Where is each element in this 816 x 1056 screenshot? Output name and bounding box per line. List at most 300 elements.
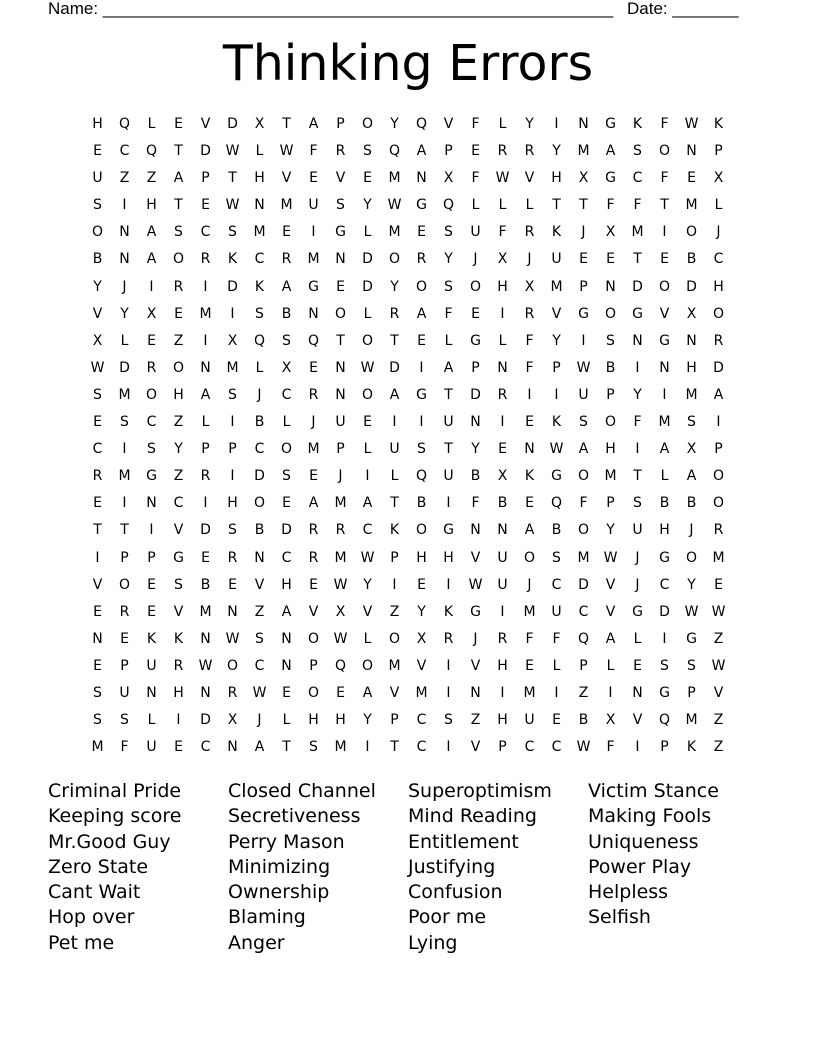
grid-letter: X bbox=[497, 468, 508, 485]
grid-letter: Y bbox=[390, 278, 399, 295]
grid-letter: X bbox=[686, 441, 697, 458]
grid-letter: U bbox=[389, 441, 400, 458]
grid-letter: Q bbox=[307, 332, 320, 349]
grid-letter: E bbox=[525, 414, 534, 431]
grid-letter: A bbox=[416, 143, 427, 160]
grid-letter: R bbox=[713, 522, 724, 539]
grid-letter: L bbox=[552, 657, 561, 674]
grid-letter: V bbox=[389, 684, 400, 701]
grid-letter: K bbox=[389, 522, 400, 539]
grid-letter: T bbox=[336, 332, 345, 349]
grid-letter: E bbox=[606, 251, 615, 268]
grid-letter: D bbox=[659, 603, 670, 620]
grid-letter: U bbox=[335, 414, 346, 431]
grid-letter: X bbox=[227, 712, 238, 729]
grid-letter: C bbox=[659, 576, 670, 593]
grid-letter: N bbox=[416, 170, 427, 187]
grid-letter: N bbox=[281, 630, 292, 647]
grid-letter: G bbox=[416, 386, 427, 403]
grid-letter: H bbox=[416, 549, 427, 566]
grid-letter: I bbox=[446, 576, 451, 593]
grid-letter: M bbox=[334, 739, 347, 756]
grid-letter: Y bbox=[606, 522, 615, 539]
grid-letter: L bbox=[120, 332, 129, 349]
grid-letter: U bbox=[308, 197, 319, 214]
grid-letter: X bbox=[524, 278, 535, 295]
grid-letter: V bbox=[362, 603, 373, 620]
grid-letter: P bbox=[147, 549, 156, 566]
grid-letter: P bbox=[390, 712, 399, 729]
grid-letter: A bbox=[443, 359, 454, 376]
word-list-item: Poor me bbox=[408, 906, 487, 929]
grid-letter: R bbox=[497, 630, 508, 647]
grid-letter: R bbox=[389, 305, 400, 322]
grid-letter: R bbox=[524, 224, 535, 241]
grid-letter: C bbox=[551, 739, 562, 756]
grid-letter: H bbox=[281, 576, 292, 593]
word-list-item: Entitlement bbox=[408, 830, 519, 853]
grid-letter: H bbox=[497, 712, 508, 729]
grid-letter: I bbox=[446, 657, 451, 674]
grid-letter: Z bbox=[713, 739, 724, 756]
grid-letter: Y bbox=[363, 197, 372, 214]
grid-letter: I bbox=[662, 386, 667, 403]
grid-letter: S bbox=[255, 630, 264, 647]
grid-letter: O bbox=[91, 224, 104, 241]
grid-letter: S bbox=[444, 712, 453, 729]
grid-letter: A bbox=[200, 386, 211, 403]
grid-letter: P bbox=[201, 441, 210, 458]
grid-letter: Q bbox=[658, 712, 671, 729]
grid-letter: O bbox=[685, 549, 698, 566]
grid-letter: R bbox=[308, 386, 319, 403]
grid-letter: Q bbox=[145, 143, 158, 160]
grid-letter: I bbox=[608, 684, 613, 701]
grid-letter: I bbox=[230, 305, 235, 322]
grid-letter: M bbox=[631, 224, 644, 241]
grid-letter: I bbox=[446, 495, 451, 512]
grid-letter: B bbox=[686, 251, 697, 268]
grid-letter: W bbox=[90, 359, 105, 376]
word-list-item: Criminal Pride bbox=[48, 780, 182, 802]
grid-letter: R bbox=[92, 468, 103, 485]
grid-letter: I bbox=[419, 359, 424, 376]
word-list-item: Hop over bbox=[48, 906, 135, 929]
grid-letter: M bbox=[280, 197, 293, 214]
grid-letter: L bbox=[498, 332, 507, 349]
grid-letter: V bbox=[659, 305, 670, 322]
grid-letter: F bbox=[552, 630, 561, 647]
grid-letter: R bbox=[335, 143, 346, 160]
grid-letter: O bbox=[361, 332, 374, 349]
grid-letter: Q bbox=[415, 468, 428, 485]
grid-letter: V bbox=[551, 305, 562, 322]
grid-letter: X bbox=[497, 251, 508, 268]
grid-letter: E bbox=[120, 630, 129, 647]
grid-row bbox=[84, 355, 732, 382]
grid-row bbox=[84, 409, 732, 436]
grid-letter: L bbox=[525, 197, 534, 214]
grid-letter: J bbox=[473, 251, 478, 268]
grid-letter: I bbox=[230, 468, 235, 485]
grid-letter: H bbox=[605, 441, 616, 458]
grid-letter: M bbox=[307, 441, 320, 458]
grid-letter: V bbox=[200, 116, 211, 132]
grid-letter: I bbox=[203, 332, 208, 349]
grid-letter: H bbox=[92, 116, 103, 132]
grid-letter: G bbox=[578, 305, 589, 322]
grid-letter: F bbox=[579, 495, 588, 512]
grid-letter: M bbox=[685, 197, 698, 214]
header bbox=[48, 0, 748, 19]
grid-letter: K bbox=[227, 251, 238, 268]
grid-letter: W bbox=[225, 630, 240, 647]
grid-letter: T bbox=[444, 386, 453, 403]
word-list-item: Anger bbox=[228, 931, 285, 954]
grid-letter: R bbox=[524, 305, 535, 322]
grid-letter: B bbox=[686, 495, 697, 512]
grid-letter: E bbox=[201, 549, 210, 566]
grid-row bbox=[84, 436, 732, 463]
grid-letter: U bbox=[92, 170, 103, 187]
grid-letter: O bbox=[145, 386, 158, 403]
grid-letter: T bbox=[579, 197, 588, 214]
grid-letter: D bbox=[281, 522, 292, 539]
grid-letter: V bbox=[443, 116, 454, 132]
grid-letter: L bbox=[282, 712, 291, 729]
grid-letter: A bbox=[281, 278, 292, 295]
grid-letter: S bbox=[687, 657, 696, 674]
grid-letter: L bbox=[363, 224, 372, 241]
grid-letter: A bbox=[362, 495, 373, 512]
grid-letter: J bbox=[527, 576, 532, 593]
grid-letter: Q bbox=[253, 332, 266, 349]
grid-letter: I bbox=[122, 441, 127, 458]
grid-letter: E bbox=[228, 576, 237, 593]
grid-letter: P bbox=[714, 441, 723, 458]
grid-letter: P bbox=[336, 441, 345, 458]
grid-letter: V bbox=[605, 603, 616, 620]
grid-letter: L bbox=[201, 414, 210, 431]
grid-letter: U bbox=[524, 712, 535, 729]
grid-letter: O bbox=[172, 359, 185, 376]
grid-letter: E bbox=[363, 414, 372, 431]
grid-letter: I bbox=[446, 684, 451, 701]
grid-letter: D bbox=[227, 278, 238, 295]
grid-letter: I bbox=[581, 332, 586, 349]
grid-letter: M bbox=[604, 468, 617, 485]
grid-letter: C bbox=[281, 549, 292, 566]
grid-letter: G bbox=[551, 468, 562, 485]
grid-letter: O bbox=[118, 576, 131, 593]
grid-letter: F bbox=[525, 332, 534, 349]
grid-letter: V bbox=[470, 739, 481, 756]
grid-letter: K bbox=[686, 739, 697, 756]
grid-letter: L bbox=[471, 197, 480, 214]
word-list-item: Blaming bbox=[228, 906, 306, 929]
grid-letter: Z bbox=[146, 170, 157, 187]
grid-letter: E bbox=[147, 603, 156, 620]
word-list-item: Confusion bbox=[408, 881, 503, 904]
grid-row bbox=[84, 545, 732, 572]
grid-letter: J bbox=[338, 468, 343, 485]
grid-letter: T bbox=[633, 251, 642, 268]
grid-letter: D bbox=[254, 468, 265, 485]
grid-letter: U bbox=[632, 522, 643, 539]
grid-letter: S bbox=[93, 684, 102, 701]
grid-letter: R bbox=[119, 603, 130, 620]
grid-letter: S bbox=[93, 197, 102, 214]
grid-letter: I bbox=[527, 386, 532, 403]
grid-letter: D bbox=[713, 359, 724, 376]
grid-letter: L bbox=[363, 441, 372, 458]
grid-letter: R bbox=[227, 684, 238, 701]
grid-letter: I bbox=[149, 522, 154, 539]
grid-letter: J bbox=[635, 549, 640, 566]
grid-letter: M bbox=[307, 251, 320, 268]
grid-letter: Q bbox=[415, 116, 428, 132]
grid-letter: W bbox=[576, 359, 591, 376]
grid-letter: J bbox=[527, 251, 532, 268]
grid-letter: D bbox=[200, 143, 211, 160]
grid-row bbox=[84, 328, 732, 355]
grid-letter: V bbox=[470, 657, 481, 674]
grid-letter: W bbox=[495, 170, 510, 187]
grid-letter: T bbox=[228, 170, 237, 187]
grid-letter: Y bbox=[120, 305, 129, 322]
grid-letter: S bbox=[282, 468, 291, 485]
grid-letter: F bbox=[660, 116, 669, 132]
grid-letter: U bbox=[443, 468, 454, 485]
grid-letter: Y bbox=[552, 143, 561, 160]
grid-letter: Y bbox=[174, 441, 183, 458]
grid-letter: V bbox=[173, 522, 184, 539]
grid-letter: F bbox=[633, 197, 642, 214]
grid-letter: W bbox=[684, 116, 699, 132]
grid-letter: O bbox=[712, 468, 725, 485]
grid-letter: K bbox=[173, 630, 184, 647]
grid-letter: N bbox=[470, 414, 481, 431]
grid-letter: A bbox=[281, 603, 292, 620]
grid-letter: I bbox=[311, 224, 316, 241]
grid-letter: N bbox=[524, 441, 535, 458]
grid-letter: T bbox=[282, 116, 291, 132]
grid-letter: E bbox=[579, 251, 588, 268]
word-list-item: Keeping score bbox=[48, 805, 182, 828]
grid-row bbox=[84, 138, 732, 165]
grid-letter: J bbox=[257, 386, 262, 403]
grid-letter: C bbox=[632, 170, 643, 187]
grid-letter: H bbox=[227, 495, 238, 512]
grid-letter: S bbox=[174, 224, 183, 241]
word-list-item: Justifying bbox=[408, 855, 496, 878]
grid-letter: N bbox=[119, 224, 130, 241]
grid-letter: H bbox=[497, 657, 508, 674]
grid-letter: U bbox=[551, 251, 562, 268]
word-column bbox=[588, 779, 768, 956]
grid-letter: P bbox=[471, 359, 480, 376]
grid-letter: Y bbox=[417, 603, 426, 620]
grid-letter: N bbox=[470, 522, 481, 539]
grid-letter: V bbox=[281, 170, 292, 187]
grid-letter: W bbox=[711, 657, 726, 674]
grid-row bbox=[84, 517, 732, 544]
grid-letter: U bbox=[497, 576, 508, 593]
grid-letter: L bbox=[255, 143, 264, 160]
grid-letter: D bbox=[119, 359, 130, 376]
grid-letter: N bbox=[470, 684, 481, 701]
grid-letter: F bbox=[633, 414, 642, 431]
grid-letter: T bbox=[93, 522, 102, 539]
grid-row bbox=[84, 572, 732, 599]
grid-letter: S bbox=[309, 739, 318, 756]
grid-letter: L bbox=[498, 197, 507, 214]
grid-letter: I bbox=[554, 116, 559, 132]
grid-letter: F bbox=[471, 170, 480, 187]
word-list-item: Secretiveness bbox=[228, 805, 361, 828]
grid-letter: E bbox=[309, 468, 318, 485]
grid-letter: S bbox=[120, 414, 129, 431]
grid-letter: I bbox=[149, 278, 154, 295]
word-list-item: Cant Wait bbox=[48, 881, 141, 904]
word-list-item: Helpless bbox=[588, 881, 669, 904]
grid-letter: P bbox=[687, 684, 696, 701]
grid-letter: O bbox=[577, 468, 590, 485]
grid-letter: I bbox=[122, 197, 127, 214]
grid-letter: F bbox=[660, 170, 669, 187]
grid-letter: W bbox=[603, 549, 618, 566]
grid-letter: M bbox=[523, 603, 536, 620]
grid-letter: G bbox=[632, 603, 643, 620]
name-field-label: Name: ______________________________________________________ bbox=[48, 0, 614, 18]
grid-letter: E bbox=[687, 170, 696, 187]
grid-letter: O bbox=[604, 305, 617, 322]
grid-letter: P bbox=[606, 386, 615, 403]
grid-letter: D bbox=[632, 278, 643, 295]
word-list-item: Victim Stance bbox=[588, 780, 719, 802]
grid-letter: E bbox=[174, 116, 183, 132]
grid-letter: W bbox=[225, 197, 240, 214]
grid-letter: N bbox=[659, 359, 670, 376]
grid-letter: T bbox=[390, 495, 399, 512]
date-field-label: Date: _______ bbox=[627, 0, 739, 18]
grid-letter: G bbox=[659, 332, 670, 349]
grid-letter: S bbox=[417, 441, 426, 458]
grid-letter: E bbox=[93, 414, 102, 431]
grid-letter: C bbox=[254, 441, 265, 458]
grid-row bbox=[84, 626, 732, 653]
grid-letter: Z bbox=[254, 603, 265, 620]
word-list bbox=[48, 779, 768, 956]
grid-letter: A bbox=[659, 441, 670, 458]
grid-letter: W bbox=[360, 549, 375, 566]
grid-letter: X bbox=[686, 305, 697, 322]
grid-letter: N bbox=[281, 657, 292, 674]
grid-letter: S bbox=[444, 278, 453, 295]
grid-letter: M bbox=[334, 495, 347, 512]
grid-letter: I bbox=[230, 414, 235, 431]
grid-letter: E bbox=[336, 278, 345, 295]
grid-letter: K bbox=[146, 630, 157, 647]
grid-letter: E bbox=[714, 576, 723, 593]
grid-letter: M bbox=[118, 468, 131, 485]
grid-letter: S bbox=[687, 414, 696, 431]
grid-letter: K bbox=[443, 603, 454, 620]
grid-letter: I bbox=[500, 603, 505, 620]
grid-letter: I bbox=[203, 495, 208, 512]
grid-letter: D bbox=[227, 116, 238, 132]
grid-row bbox=[84, 111, 732, 138]
grid-letter: M bbox=[199, 603, 212, 620]
grid-letter: W bbox=[468, 576, 483, 593]
grid-letter: N bbox=[632, 684, 643, 701]
grid-letter: M bbox=[415, 684, 428, 701]
grid-letter: O bbox=[712, 305, 725, 322]
grid-row bbox=[84, 219, 732, 246]
grid-letter: N bbox=[335, 386, 346, 403]
grid-letter: B bbox=[470, 468, 481, 485]
grid-letter: N bbox=[227, 603, 238, 620]
grid-letter: M bbox=[577, 549, 590, 566]
grid-letter: P bbox=[444, 143, 453, 160]
grid-letter: V bbox=[416, 657, 427, 674]
grid-letter: O bbox=[172, 251, 185, 268]
grid-letter: S bbox=[606, 332, 615, 349]
grid-letter: K bbox=[254, 278, 265, 295]
grid-letter: S bbox=[93, 712, 102, 729]
grid-letter: B bbox=[497, 495, 508, 512]
grid-letter: I bbox=[365, 468, 370, 485]
grid-letter: E bbox=[201, 197, 210, 214]
grid-letter: B bbox=[281, 305, 292, 322]
grid-letter: V bbox=[335, 170, 346, 187]
grid-letter: I bbox=[446, 739, 451, 756]
grid-letter: K bbox=[551, 224, 562, 241]
grid-letter: E bbox=[309, 359, 318, 376]
grid-letter: P bbox=[498, 739, 507, 756]
grid-letter: C bbox=[254, 251, 265, 268]
grid-letter: V bbox=[605, 576, 616, 593]
grid-letter: R bbox=[200, 251, 211, 268]
grid-letter: W bbox=[684, 603, 699, 620]
grid-letter: B bbox=[659, 495, 670, 512]
grid-letter: F bbox=[309, 143, 318, 160]
grid-letter: G bbox=[146, 468, 157, 485]
grid-letter: Z bbox=[713, 630, 724, 647]
word-list-item: Ownership bbox=[228, 881, 330, 904]
grid-letter: C bbox=[200, 224, 211, 241]
grid-letter: S bbox=[282, 332, 291, 349]
grid-letter: E bbox=[174, 739, 183, 756]
grid-letter: B bbox=[254, 414, 265, 431]
grid-letter: P bbox=[552, 359, 561, 376]
grid-letter: N bbox=[119, 251, 130, 268]
grid-letter: S bbox=[147, 441, 156, 458]
grid-letter: N bbox=[632, 332, 643, 349]
grid-letter: C bbox=[416, 712, 427, 729]
grid-letter: D bbox=[362, 251, 373, 268]
grid-letter: F bbox=[471, 495, 480, 512]
grid-letter: I bbox=[419, 414, 424, 431]
grid-letter: U bbox=[551, 603, 562, 620]
grid-letter: D bbox=[200, 522, 211, 539]
grid-letter: U bbox=[146, 657, 157, 674]
grid-letter: R bbox=[443, 630, 454, 647]
grid-letter: A bbox=[146, 251, 157, 268]
grid-letter: H bbox=[173, 386, 184, 403]
grid-letter: N bbox=[686, 332, 697, 349]
grid-letter: A bbox=[308, 495, 319, 512]
